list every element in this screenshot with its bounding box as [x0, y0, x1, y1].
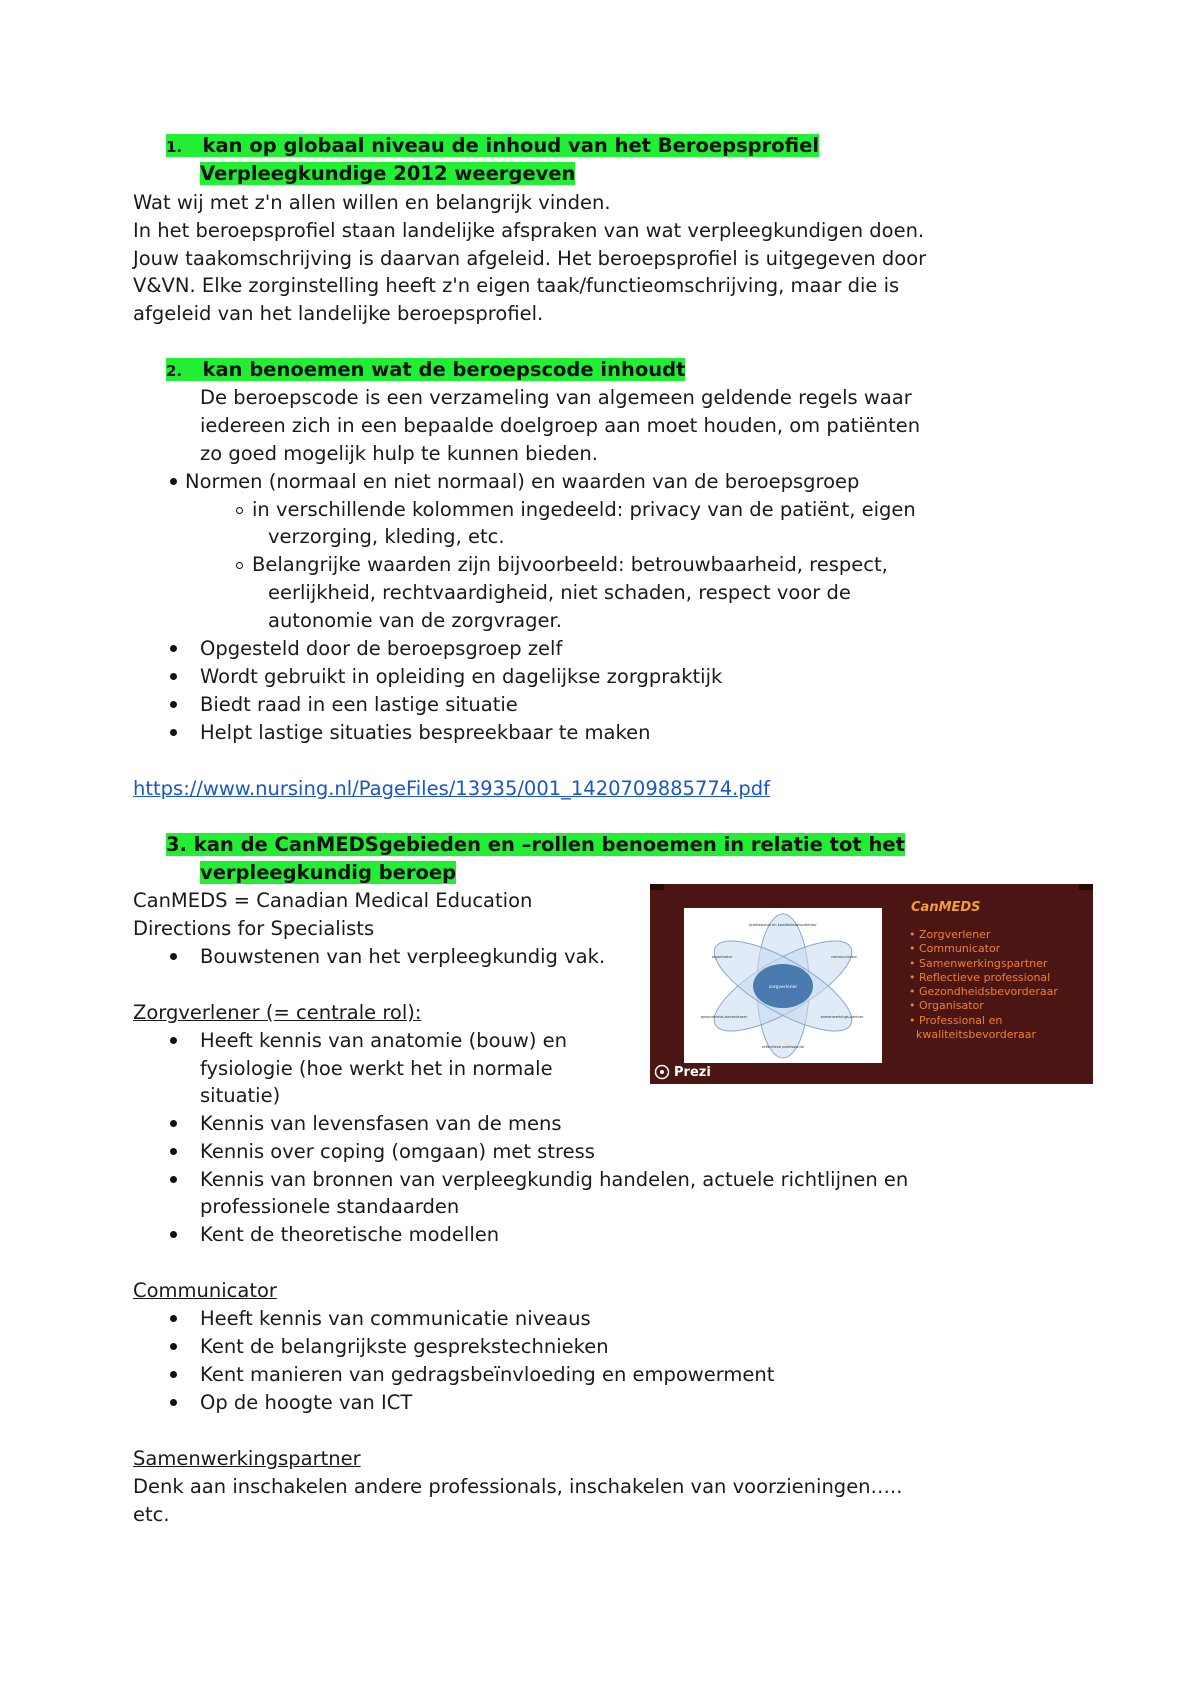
- list-item: Kennis van bronnen van verpleegkundig handelen, actuele richtlijnen en: [200, 1168, 909, 1191]
- role-item: • Communicator: [909, 942, 1001, 956]
- paragraph-line: Denk aan inschakelen andere professionals, inschakelen van voorzieningen…..: [133, 1475, 903, 1498]
- heading-2: [166, 356, 685, 385]
- bullet-icon: [170, 1231, 177, 1238]
- list-item: Kennis van levensfasen van de mens: [200, 1112, 562, 1135]
- list-item: Biedt raad in een lastige situatie: [200, 693, 518, 716]
- sub-list-item-cont: verzorging, kleding, etc.: [268, 525, 505, 548]
- role-item: • Reflectieve professional: [909, 970, 1051, 984]
- definition-line: Directions for Specialists: [133, 917, 375, 940]
- canmeds-title: CanMEDS: [911, 900, 981, 915]
- paragraph-line: De beroepscode is een verzameling van algemeen geldende regels waar: [200, 386, 912, 409]
- bullet-icon: [170, 1120, 177, 1127]
- heading-1-text-2: Verpleegkundige 2012 weergeven: [200, 162, 576, 185]
- sub-bullet-icon: [236, 562, 243, 569]
- heading-1-line-1: [166, 132, 819, 161]
- paragraph-line: In het beroepsprofiel staan landelijke afspraken van wat verpleegkundigen doen.: [133, 219, 925, 242]
- role-item: • Samenwerkingspartner: [909, 956, 1048, 970]
- bullet-icon: [170, 1315, 177, 1322]
- list-item: Heeft kennis van communicatie niveaus: [200, 1307, 591, 1330]
- list-item: Helpt lastige situaties bespreekbaar te maken: [200, 721, 651, 744]
- list-item-cont: situatie): [200, 1084, 281, 1107]
- diagram-label: reflectieve professional: [762, 1045, 804, 1049]
- bullet-icon: [170, 1371, 177, 1378]
- prezi-label: Prezi: [674, 1064, 711, 1080]
- paragraph-line: iedereen zich in een bepaalde doelgroep aan moet houden, om patiënten: [200, 414, 921, 437]
- role-item: • Gezondheidsbevorderaar: [909, 985, 1058, 999]
- center-label: zorgverlener: [768, 985, 798, 990]
- diagram-label: samenwerkings-partner: [820, 1015, 864, 1019]
- role-label: Reflectieve professional: [919, 970, 1051, 984]
- bullet-icon: [170, 729, 177, 736]
- list-item: Kent de theoretische modellen: [200, 1223, 500, 1246]
- bullet-icon: [170, 1399, 177, 1406]
- role-label: Communicator: [919, 942, 1001, 956]
- beroepscode-link-row: [133, 775, 770, 803]
- role-label: Organisator: [919, 999, 984, 1013]
- paragraph-line: Jouw taakomschrijving is daarvan afgeleid. Het beroepsprofiel is uitgegeven door: [133, 247, 927, 270]
- sub-list-item: Belangrijke waarden zijn bijvoorbeeld: betrouwbaarheid, respect,: [252, 553, 888, 576]
- list-item: Kennis over coping (omgaan) met stress: [200, 1140, 595, 1163]
- paragraph-line: afgeleid van het landelijke beroepsprofiel.: [133, 302, 544, 325]
- list-item: Kent de belangrijkste gesprekstechnieken: [200, 1335, 609, 1358]
- paragraph-line: etc.: [133, 1503, 170, 1526]
- bullet-icon: [170, 1176, 177, 1183]
- list-item-cont: fysiologie (hoe werkt het in normale: [200, 1057, 553, 1080]
- canmeds-image: [650, 884, 1093, 1084]
- bullet-icon: [170, 673, 177, 680]
- list-item: Wordt gebruikt in opleiding en dagelijkse zorgpraktijk: [200, 665, 723, 688]
- list-item: Bouwstenen van het verpleegkundig vak.: [200, 945, 606, 968]
- image-corner: [650, 884, 664, 890]
- zorgverlener-title: Zorgverlener (= centrale rol):: [133, 1001, 422, 1024]
- canmeds-diagram: [684, 908, 882, 1063]
- image-corner: [1079, 884, 1093, 890]
- diagram-label: organisator: [711, 955, 733, 959]
- bullet-icon: [170, 1037, 177, 1044]
- sub-list-item: in verschillende kolommen ingedeeld: privacy van de patiënt, eigen: [252, 498, 916, 521]
- heading-3-line-2: [200, 859, 456, 887]
- list-item: Op de hoogte van ICT: [200, 1391, 413, 1414]
- role-item: • Zorgverlener: [909, 928, 991, 941]
- prezi-logo-icon: [654, 1064, 670, 1080]
- paragraph-line: V&VN. Elke zorginstelling heeft z'n eigen taak/functieomschrijving, maar die is: [133, 274, 900, 297]
- beroepscode-link[interactable]: https://www.nursing.nl/PageFiles/13935/001_1420709885774.pdf: [133, 777, 770, 800]
- bullet-icon: [170, 953, 177, 960]
- list-item: Heeft kennis van anatomie (bouw) en: [200, 1029, 567, 1052]
- canmeds-roles-list: [909, 928, 1058, 1042]
- list-item: Normen (normaal en niet normaal) en waarden van de beroepsgroep: [185, 470, 860, 493]
- heading-3-text-2: verpleegkundig beroep: [200, 861, 457, 884]
- role-item: • Organisator: [909, 999, 984, 1013]
- bullet-icon: [170, 645, 177, 652]
- heading-2-number: 2.: [166, 362, 183, 380]
- samenwerking-title: Samenwerkingspartner: [133, 1447, 361, 1470]
- paragraph-line: Wat wij met z'n allen willen en belangrijk vinden.: [133, 191, 611, 214]
- heading-1-number: 1.: [166, 138, 183, 156]
- bullet-icon: [170, 1148, 177, 1155]
- communicator-title: Communicator: [133, 1279, 277, 1302]
- role-item: • Professional en: [909, 1013, 1003, 1027]
- canmeds-flower-diagram: [684, 908, 882, 1063]
- list-item: Kent manieren van gedragsbeïnvloeding en empowerment: [200, 1363, 775, 1386]
- heading-2-text: kan benoemen wat de beroepscode inhoudt: [202, 358, 686, 381]
- sub-bullet-icon: [236, 507, 243, 514]
- definition-line: CanMEDS = Canadian Medical Education: [133, 889, 533, 912]
- heading-3-text: 3. kan de CanMEDSgebieden en –rollen benoemen in relatie tot het: [166, 833, 905, 856]
- role-label: kwaliteitsbevorderaar: [916, 1028, 1036, 1042]
- paragraph-line: zo goed mogelijk hulp te kunnen bieden.: [200, 442, 598, 465]
- sub-list-item-cont: autonomie van de zorgvrager.: [268, 609, 562, 632]
- role-label: Zorgverlener: [919, 928, 991, 941]
- bullet-icon: [170, 478, 177, 485]
- list-item: Opgesteld door de beroepsgroep zelf: [200, 637, 563, 660]
- sub-list-item-cont: eerlijkheid, rechtvaardigheid, niet schaden, respect voor de: [268, 581, 851, 604]
- list-item-cont: professionele standaarden: [200, 1195, 460, 1218]
- role-label: Gezondheidsbevorderaar: [919, 985, 1058, 999]
- heading-3-line-1: [166, 831, 905, 859]
- prezi-brand: [654, 1064, 711, 1080]
- diagram-label: communicator: [831, 955, 857, 959]
- role-label: Samenwerkingspartner: [919, 956, 1048, 970]
- role-label: Professional en: [919, 1013, 1003, 1027]
- bullet-icon: [170, 701, 177, 708]
- diagram-label: professional en kwaliteitsbevorderaar: [749, 923, 817, 927]
- heading-1-line-2: [200, 160, 575, 188]
- diagram-label: gezondheids-bevorderaar: [700, 1015, 748, 1019]
- bullet-icon: [170, 1343, 177, 1350]
- heading-1-text: kan op globaal niveau de inhoud van het Beroepsprofiel: [202, 134, 820, 157]
- role-item-cont: [909, 1028, 1058, 1042]
